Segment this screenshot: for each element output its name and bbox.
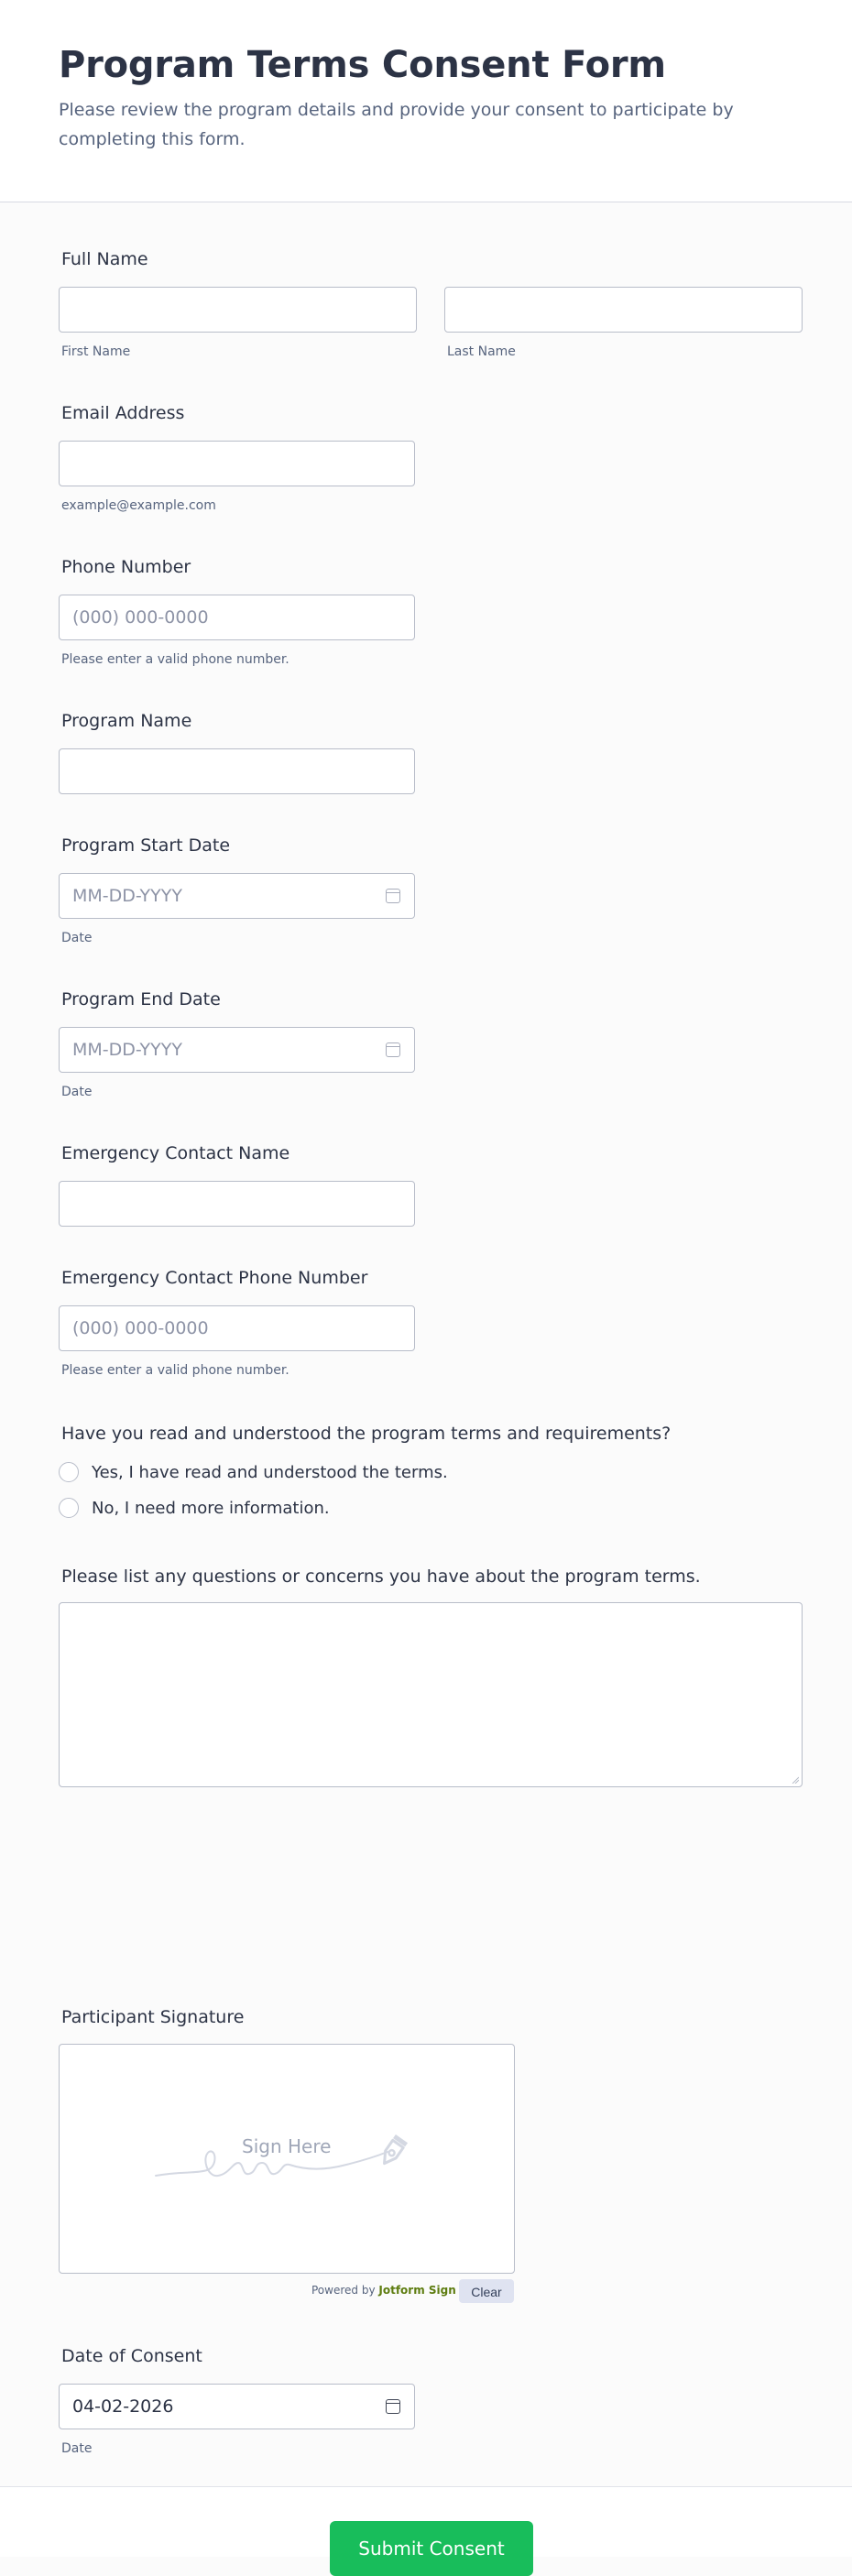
jotform-sign-brand: Jotform Sign	[378, 2284, 456, 2297]
start-date-sublabel: Date	[61, 931, 93, 945]
program-name-input[interactable]	[59, 748, 415, 794]
radio-button[interactable]	[59, 1498, 79, 1518]
form-header	[0, 0, 852, 202]
end-date-input[interactable]: MM-DD-YYYY	[59, 1027, 415, 1073]
radio-button[interactable]	[59, 1462, 79, 1482]
sign-here-placeholder: Sign Here	[242, 2135, 332, 2157]
last-name-input[interactable]	[444, 287, 803, 333]
calendar-icon[interactable]	[386, 1042, 400, 1057]
emergency-phone-input[interactable]: (000) 000-0000	[59, 1305, 415, 1351]
option-label: Yes, I have read and understood the terms.	[92, 1462, 448, 1482]
last-name-sublabel: Last Name	[447, 344, 516, 359]
program-name-label: Program Name	[61, 711, 192, 731]
calendar-icon[interactable]	[386, 2399, 400, 2414]
powered-by-prefix: Powered by	[311, 2284, 376, 2297]
submit-button[interactable]: Submit Consent	[330, 2521, 533, 2576]
emergency-phone-label: Emergency Contact Phone Number	[61, 1268, 368, 1288]
emergency-name-label: Emergency Contact Name	[61, 1143, 290, 1163]
start-date-label: Program Start Date	[61, 835, 231, 856]
option-label: No, I need more information.	[92, 1498, 330, 1518]
email-label: Email Address	[61, 403, 185, 423]
emergency-phone-sublabel: Please enter a valid phone number.	[61, 1363, 289, 1378]
consent-date-input[interactable]: 04-02-2026	[59, 2384, 415, 2429]
page-subtitle: Please review the program details and provide your consent to participate by completing this form.	[59, 100, 734, 149]
full-name-label: Full Name	[61, 249, 148, 269]
signature-label: Participant Signature	[61, 2007, 245, 2027]
end-date-sublabel: Date	[61, 1085, 93, 1099]
phone-input[interactable]: (000) 000-0000	[59, 595, 415, 640]
terms-option-no[interactable]	[59, 1496, 330, 1520]
email-sublabel: example@example.com	[61, 498, 216, 513]
consent-date-label: Date of Consent	[61, 2346, 202, 2366]
first-name-sublabel: First Name	[61, 344, 131, 359]
terms-question-label: Have you read and understood the program terms and requirements?	[61, 1424, 672, 1444]
page-title: Program Terms Consent Form	[59, 44, 666, 86]
emergency-name-input[interactable]	[59, 1181, 415, 1227]
email-input[interactable]	[59, 441, 415, 486]
clear-signature-button[interactable]: Clear	[459, 2279, 514, 2303]
first-name-input[interactable]	[59, 287, 417, 333]
phone-label: Phone Number	[61, 557, 191, 577]
questions-label: Please list any questions or concerns you have about the program terms.	[61, 1566, 701, 1587]
phone-sublabel: Please enter a valid phone number.	[61, 652, 289, 667]
resize-handle-icon[interactable]	[792, 1776, 799, 1784]
terms-option-yes[interactable]	[59, 1460, 448, 1484]
calendar-icon[interactable]	[386, 889, 400, 903]
consent-date-sublabel: Date	[61, 2441, 93, 2456]
questions-textarea[interactable]	[59, 1602, 803, 1787]
powered-by	[311, 2284, 456, 2297]
start-date-input[interactable]: MM-DD-YYYY	[59, 873, 415, 919]
pen-nib-icon	[370, 2133, 412, 2175]
end-date-label: Program End Date	[61, 989, 221, 1010]
